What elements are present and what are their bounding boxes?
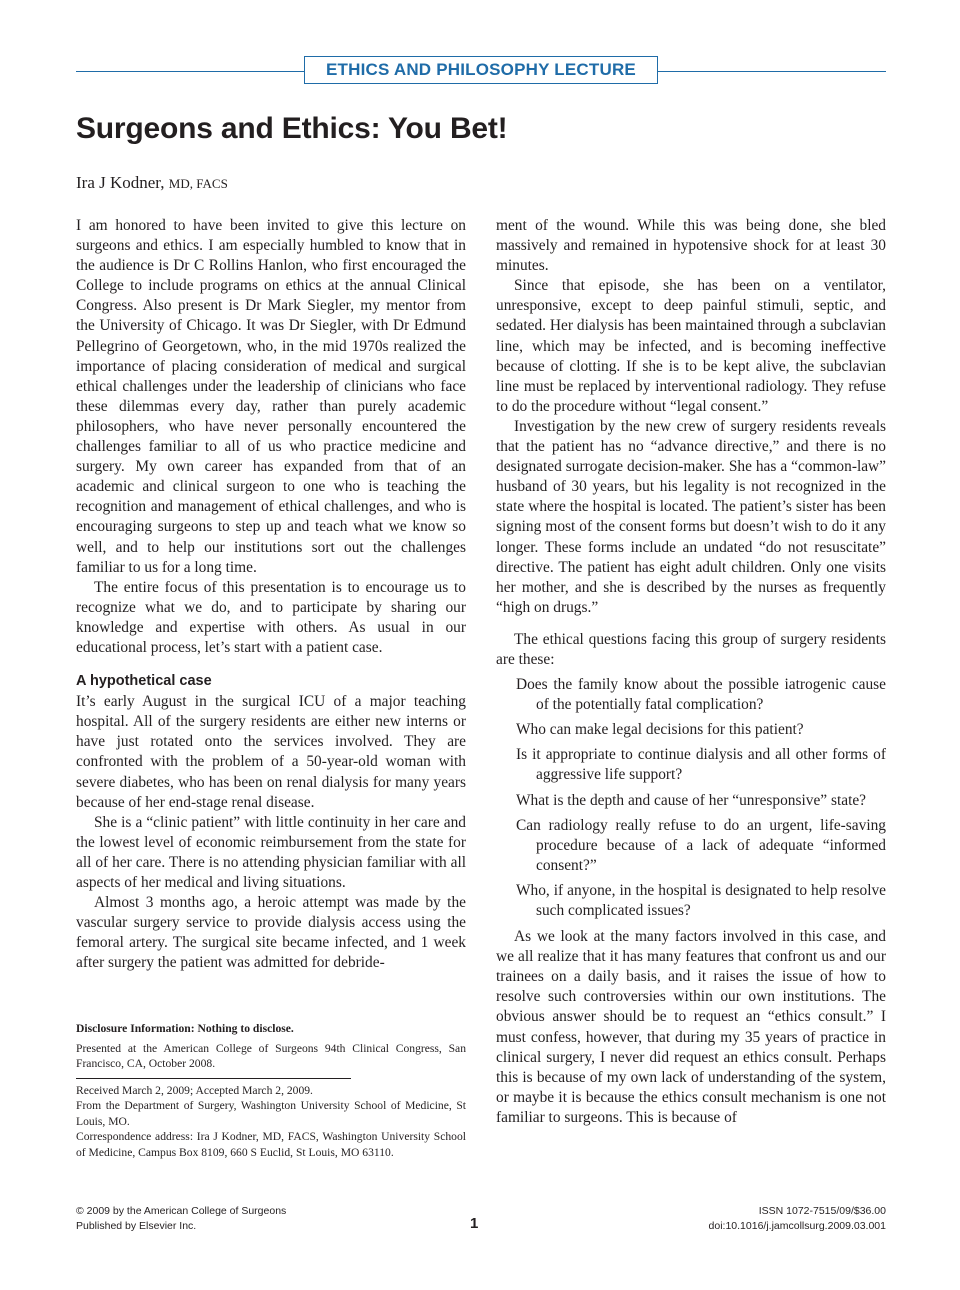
body-paragraph: I am honored to have been invited to give this lecture on surgeons and ethics. I am especially humbled to know that in the audience is Dr C Rollins Hanlon, who first encouraged the College to include programs on ethics at the annual Clinical Congress. Also present is Dr Mark Siegler, my mentor from the University of Chicago. It was Dr Siegler, with Dr Edmund Pellegrino of Georgetown, who, in the mid 1970s realized the importance of placing consideration of medical and surgical ethical challenges under the leadership of clinicians who face these dilemmas every day, rather than purely academic philosophers, who have never personally encountered the challenges familiar to all of us who practice medicine and surgery. My own career has expanded from that of an academic and clinical surgeon to one who is teaching the recognition and management of ethical challenges, and who is encouraging surgeons to step up and teach what we know so well, and to help our institutions sort out the challenges familiar to us for a long time. — [76, 217, 466, 576]
body-paragraph: It’s early August in the surgical ICU of a major teaching hospital. All of the surgery residents are either new interns or have just rotated onto the services involved. They are confronted with the problem of a 50-year-old woman with severe diabetes, who has been on renal dialysis for many years because of her end-stage renal disease. — [76, 693, 466, 811]
issn-text: ISSN 1072-7515/09/$36.00 — [758, 1205, 886, 1217]
body-paragraph: ment of the wound. While this was being done, she bled massively and remained in hypotensive shock for at least 30 minutes. — [496, 217, 886, 275]
page-number: 1 — [470, 1215, 479, 1232]
copyright-text: © 2009 by the American College of Surgeons — [76, 1205, 287, 1217]
list-item: What is the depth and cause of her “unresponsive” state? — [516, 791, 867, 809]
publisher-text: Published by Elsevier Inc. — [76, 1220, 197, 1232]
body-paragraph: She is a “clinic patient” with little continuity in her care and the lowest level of economic reimbursement from the state for all of her care. There is no attending physician familiar with all aspects of her medical and living situations. — [76, 813, 466, 891]
section-label: ETHICS AND PHILOSOPHY LECTURE — [304, 56, 658, 84]
author-name: Ira J Kodner, — [76, 173, 165, 192]
disclosure-note: Disclosure Information: Nothing to disclose. — [76, 1022, 294, 1035]
presented-note: Presented at the American College of Surgeons 94th Clinical Congress, San Francisco, CA, October 2008. — [76, 1041, 466, 1070]
list-item: Can radiology really refuse to do an urgent, life-saving procedure because of a lack of adequate “informed consent?” — [516, 816, 886, 874]
list-item: Is it appropriate to continue dialysis and all other forms of aggressive life support? — [516, 746, 886, 784]
body-paragraph: Investigation by the new crew of surgery residents reveals that the patient has no “advance directive,” and there is no designated surrogate decision-maker. She has a “common-law” husband of 30 years, but his legality is not recognized in the state where the hospital is located. The patient’s sister has been signing most of the consent forms but doesn’t wish to do it any longer. These forms include an undated “do not resuscitate” directive. The patient has eight adult children. Only one visits her mother, and she is described by the nurses as frequently “high on drugs.” — [496, 417, 886, 616]
body-paragraph: The entire focus of this presentation is to encourage us to recognize what we do, and to participate by sharing our knowledge and expertise with others. As usual in our educational process, let’s start with a patient case. — [76, 578, 466, 656]
header-rule-right — [658, 71, 886, 72]
author-line — [76, 173, 228, 193]
right-column — [496, 216, 886, 1128]
left-column — [76, 216, 466, 973]
body-paragraph: Since that episode, she has been on a ventilator, unresponsive, except to deep painful stimuli, septic, and sedated. Her dialysis has been maintained through a subclavian line, which may be infected, and is becoming ineffective because of clotting. If she is to be kept alive, the subclavian line must be replaced by interventional radiology. They refuse to do the procedure without “legal consent.” — [496, 277, 886, 415]
received-note: Received March 2, 2009; Accepted March 2, 2009. — [76, 1083, 313, 1097]
list-item: Who can make legal decisions for this patient? — [516, 721, 804, 739]
footnotes — [76, 1021, 466, 1160]
body-paragraph: Almost 3 months ago, a heroic attempt was made by the vascular surgery service to provide dialysis access using the femoral artery. The surgical site became infected, and 1 week after surgery the patient was admitted for debride- — [76, 894, 466, 972]
author-degrees: MD, FACS — [168, 176, 228, 191]
list-item: Does the family know about the possible iatrogenic cause of the potentially fatal complication? — [516, 676, 886, 714]
correspondence-note: Correspondence address: Ira J Kodner, MD, FACS, Washington University School of Medicine, Campus Box 8109, 660 S Euclid, St Louis, MO 63110. — [76, 1130, 466, 1159]
body-paragraph: As we look at the many factors involved in this case, and we all realize that it has many features that confront us and our trainees on a daily basis, and it raises the issue of how to resolve such controversies within our own institutions. The obvious answer should be to request an “ethics consult.” I must confess, however, that during my 35 years of practice in clinical surgery, I never did request an ethics consult. Perhaps this is because of my own lack of understanding of the system, or maybe it is because the ethics consult mechanism is one not familiar to surgeons. This is because of — [496, 928, 886, 1126]
doi-text: doi:10.1016/j.jamcollsurg.2009.03.001 — [708, 1220, 886, 1232]
department-note: From the Department of Surgery, Washington University School of Medicine, St Louis, MO. — [76, 1099, 466, 1128]
section-heading: A hypothetical case — [76, 673, 212, 690]
footer-left — [76, 1204, 286, 1234]
list-item: Who, if anyone, in the hospital is designated to help resolve such complicated issues? — [516, 881, 886, 919]
article-title: Surgeons and Ethics: You Bet! — [76, 112, 508, 145]
question-list — [496, 675, 886, 921]
questions-intro: The ethical questions facing this group of surgery residents are these: — [496, 630, 886, 668]
footer-right — [709, 1204, 886, 1234]
footnote-rule — [76, 1078, 351, 1079]
header-rule-left — [76, 71, 304, 72]
